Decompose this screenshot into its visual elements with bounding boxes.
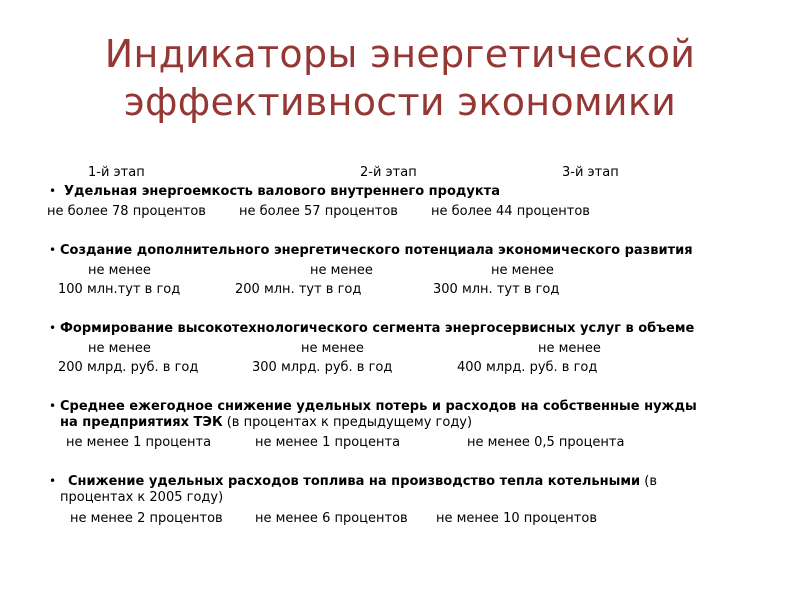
item-1-value-2: не более 57 процентов [239, 204, 398, 219]
stage-1-label: 1-й этап [88, 165, 145, 180]
item-3-value-1-line2: 200 млрд. руб. в год [58, 360, 199, 375]
item-3-heading: Формирование высокотехнологического сегмента энергосервисных услуг в объеме [60, 321, 695, 336]
item-4-heading-line2-normal: (в процентах к предыдущему году) [222, 415, 473, 430]
item-4-value-1: не менее 1 процента [66, 435, 212, 450]
item-2-value-2-line2: 200 млн. тут в год [235, 282, 362, 297]
item-2-value-1-line1: не менее [88, 263, 151, 278]
item-4-heading-line1: Среднее ежегодное снижение удельных потерь и расходов на собственные нужды [60, 399, 697, 414]
item-4-value-3: не менее 0,5 процента [467, 435, 625, 450]
item-1-heading: Удельная энергоемкость валового внутреннего продукта [64, 184, 500, 199]
title-line-2: эффективности экономики [123, 80, 677, 124]
item-3-value-3-line1: не менее [538, 341, 601, 356]
item-2-value-1-line2: 100 млн.тут в год [58, 282, 181, 297]
item-5-value-3: не менее 10 процентов [436, 511, 597, 526]
item-5-heading-bold: Снижение удельных расходов топлива на производство тепла котельными [68, 474, 641, 489]
bullet-3: • [49, 321, 57, 335]
item-5-value-2: не менее 6 процентов [255, 511, 408, 526]
item-3-value-3-line2: 400 млрд. руб. в год [457, 360, 598, 375]
item-3-value-2-line2: 300 млрд. руб. в год [252, 360, 393, 375]
item-3-value-1-line1: не менее [88, 341, 151, 356]
item-2-value-3-line2: 300 млн. тут в год [433, 282, 560, 297]
item-2-value-2-line1: не менее [310, 263, 373, 278]
stage-2-label: 2-й этап [360, 165, 417, 180]
item-5-heading-line2: процентах к 2005 году) [60, 490, 224, 505]
item-5-heading-normal: (в [640, 474, 657, 489]
item-2-value-3-line1: не менее [491, 263, 554, 278]
item-4-value-2: не менее 1 процента [255, 435, 401, 450]
item-3-value-2-line1: не менее [301, 341, 364, 356]
item-5-heading-line1 [68, 473, 657, 490]
bullet-4: • [49, 399, 57, 413]
slide-title [0, 30, 800, 126]
item-2-heading: Создание дополнительного энергетического потенциала экономического развития [60, 243, 693, 258]
item-5-value-1: не менее 2 процентов [70, 511, 223, 526]
bullet-2: • [49, 243, 57, 257]
item-1-value-1: не более 78 процентов [47, 204, 206, 219]
bullet-5: • [49, 474, 57, 488]
stage-3-label: 3-й этап [562, 165, 619, 180]
title-line-1: Индикаторы энергетической [104, 32, 696, 76]
item-4-heading-line2-bold: на предприятиях ТЭК [60, 415, 223, 430]
item-1-value-3: не более 44 процентов [431, 204, 590, 219]
bullet-1: • [49, 184, 57, 198]
item-4-heading-line2 [60, 414, 472, 431]
